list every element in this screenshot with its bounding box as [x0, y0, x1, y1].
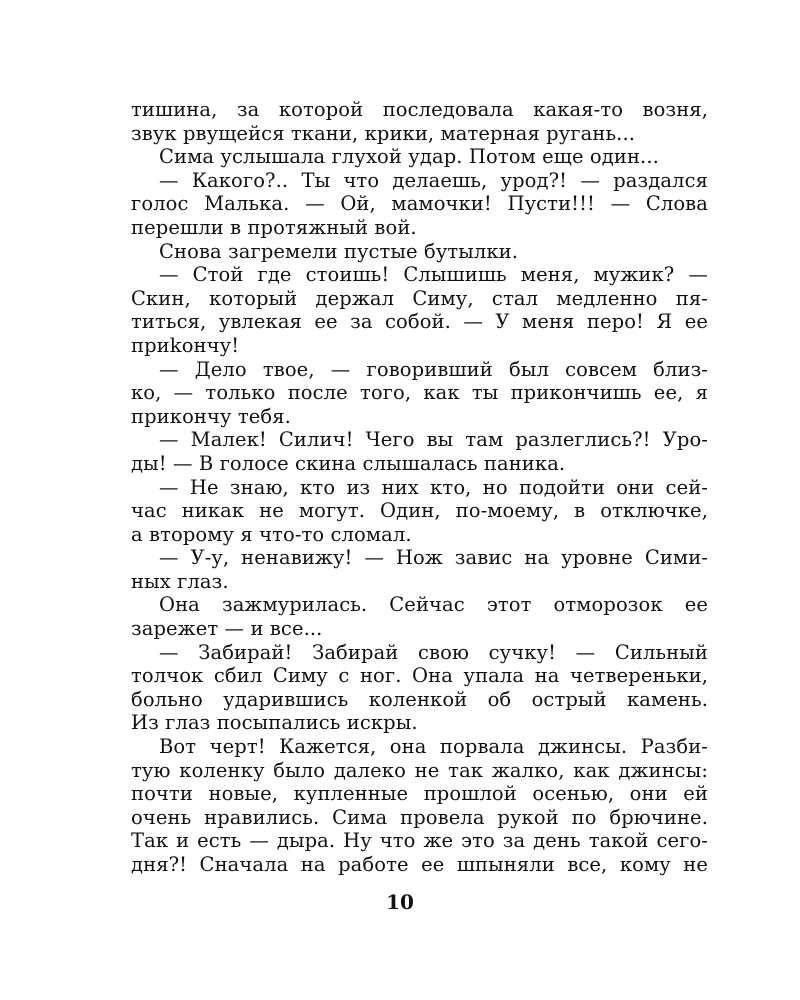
body-text — [131, 98, 708, 877]
text-line: Снова загремели пустые бутылки. — [159, 239, 519, 263]
text-line: почти новые, купленные прошлой осенью, они ей — [131, 782, 708, 806]
text-line: ды! — В голосе скина слышалась паника. — [131, 451, 566, 475]
text-line: приkончу! — [131, 333, 240, 357]
text-line: перешли в протяжный вой. — [131, 215, 417, 239]
text-line: Скин, который держал Симу, стал медленно пя- — [131, 286, 708, 310]
text-line: Сима услышала глухой удар. Потом еще один... — [159, 145, 659, 169]
text-line: Вот черт! Кажется, она порвала джинсы. Разби- — [159, 735, 708, 759]
text-line: звук рвущейся ткани, крики, матерная ругань... — [131, 121, 636, 145]
page-number: 10 — [386, 890, 414, 914]
text-line: Она зажмурилась. Сейчас этот отморозок ее — [159, 593, 708, 617]
text-line: голос Малька. — Ой, мамочки! Пусти!!! — Слова — [131, 192, 708, 216]
text-line: — Не знаю, кто из них кто, но подойти они сей- — [159, 475, 708, 499]
text-line: — Какого?.. Ты что делаешь, урод?! — раздался — [159, 168, 708, 192]
text-line: титься, увлекая ее за собой. — У меня перо! Я ее — [131, 310, 708, 334]
text-line: Так и есть — дыра. Ну что же это за день такой сего- — [131, 829, 708, 853]
text-line: час никак не могут. Один, по-моему, в отключке, — [131, 499, 708, 523]
text-line: толчок сбил Симу с ног. Она упала на четвереньки, — [131, 664, 708, 688]
text-line: зарежет — и все... — [131, 617, 323, 641]
text-line: ко, — только после того, как ты прикончишь ее, я — [131, 381, 708, 405]
text-line: — Дело твое, — говоривший был совсем близ- — [159, 357, 708, 381]
text-line: тую коленку было далеко не так жалко, как джинсы: — [131, 758, 708, 782]
text-line: а второму я что-то сломал. — [131, 522, 412, 546]
text-line: прикончу тебя. — [131, 404, 291, 428]
text-line: тишина, за которой последовала какая-то возня, — [131, 98, 708, 121]
text-line: — Стой где стоишь! Слышишь меня, мужик? — — [159, 263, 708, 287]
text-line: ных глаз. — [131, 569, 229, 593]
text-line: — Малек! Силич! Чего вы там разлеглись?! Уро- — [159, 428, 708, 452]
text-line: — У-у, ненавижу! — Нож завис на уровне Сими- — [159, 546, 708, 570]
text-line: больно ударившись коленкой об острый камень. — [131, 687, 708, 711]
text-line: очень нравились. Сима провела рукой по брючине. — [131, 805, 708, 829]
text-line: Из глаз посыпались искры. — [131, 711, 418, 735]
text-line: — Забирай! Забирай свою сучку! — Сильный — [159, 640, 708, 664]
text-line: дня?! Сначала на работе ее шпыняли все, кому не — [131, 853, 708, 876]
